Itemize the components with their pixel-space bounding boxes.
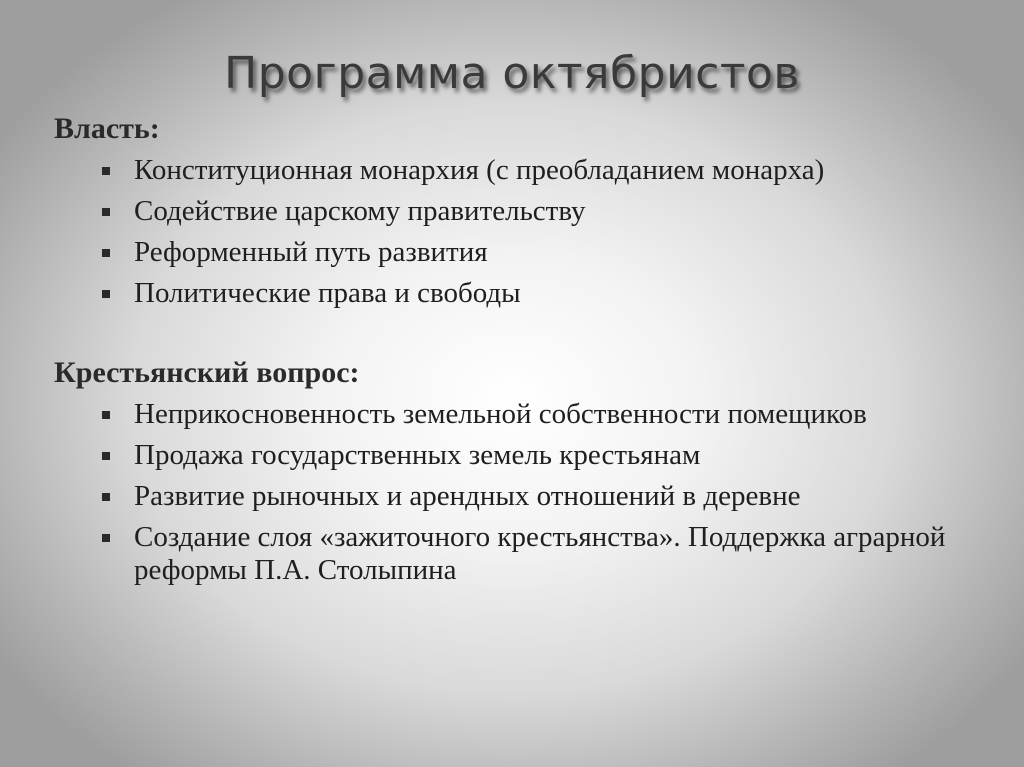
square-bullet-icon	[102, 290, 110, 298]
slide-title: Программа октябристов	[224, 48, 800, 99]
list-item	[102, 195, 1014, 228]
section-power	[54, 110, 1014, 318]
square-bullet-icon	[102, 249, 110, 257]
bullet-list-power	[54, 154, 1014, 310]
square-bullet-icon	[102, 493, 110, 501]
list-item-text: Реформенный путь развития	[134, 236, 488, 268]
list-item-text: Политические права и свободы	[134, 277, 521, 309]
section-peasant-question	[54, 354, 1014, 595]
section-heading-peasant-question: Крестьянский вопрос:	[54, 356, 360, 389]
list-item	[102, 154, 1014, 187]
list-item	[102, 398, 1014, 431]
list-item-text: Конституционная монархия (с преобладанием монарха)	[134, 154, 825, 186]
square-bullet-icon	[102, 534, 110, 542]
square-bullet-icon	[102, 411, 110, 419]
section-heading-power: Власть:	[54, 112, 160, 145]
square-bullet-icon	[102, 452, 110, 460]
list-item	[102, 277, 1014, 310]
list-item	[102, 480, 1014, 513]
square-bullet-icon	[102, 208, 110, 216]
list-item-text: Неприкосновенность земельной собственности помещиков	[134, 398, 867, 430]
bullet-list-peasant-question	[54, 398, 1014, 587]
list-item-text: Содействие царскому правительству	[134, 195, 586, 227]
list-item	[102, 521, 1014, 587]
list-item-text: Развитие рыночных и арендных отношений в деревне	[134, 480, 801, 512]
list-item	[102, 439, 1014, 472]
square-bullet-icon	[102, 167, 110, 175]
list-item	[102, 236, 1014, 269]
list-item-text: Создание слоя «зажиточного крестьянства». Поддержка аграрной реформы П.А. Столыпина	[134, 521, 946, 586]
list-item-text: Продажа государственных земель крестьянам	[134, 439, 701, 471]
